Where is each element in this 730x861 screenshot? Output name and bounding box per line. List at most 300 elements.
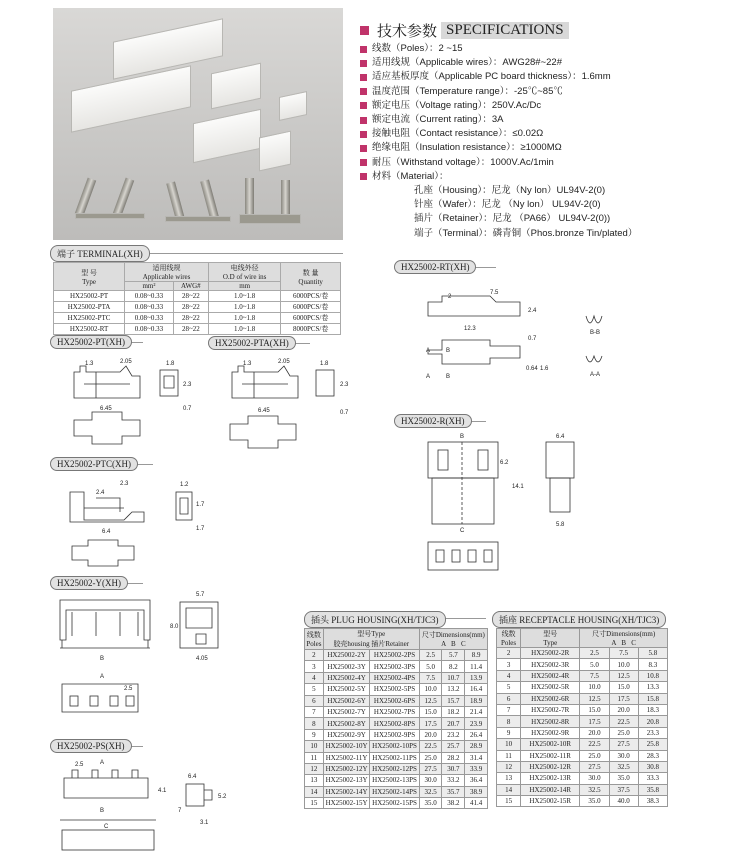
table-cell: 18.3 bbox=[638, 704, 667, 715]
th-poles: 线数 Poles bbox=[497, 629, 521, 648]
table-cell: 5.8 bbox=[638, 648, 667, 659]
table-row bbox=[305, 695, 488, 706]
table-cell: 6 bbox=[305, 695, 324, 706]
table-row bbox=[305, 763, 488, 774]
spec-item: 耐压（Withstand voltage）：1000V.Ac/1min bbox=[360, 156, 637, 170]
spec-item: 材料（Material）： bbox=[360, 170, 637, 184]
table-cell: HX25002-8Y bbox=[323, 718, 370, 729]
spec-title-en: SPECIFICATIONS bbox=[441, 22, 569, 39]
table-cell: HX25002-6PS bbox=[370, 695, 419, 706]
spec-item: 适应基板厚度（Applicable PC board thickness）：1.6mm bbox=[360, 70, 637, 84]
table-cell: 30.0 bbox=[419, 775, 442, 786]
th-mm2: mm² bbox=[125, 282, 174, 291]
table-row bbox=[497, 704, 668, 715]
table-row bbox=[497, 670, 668, 681]
pta-dim: 0.7 bbox=[340, 410, 349, 416]
table-cell: 5.0 bbox=[419, 661, 442, 672]
table-cell: HX25002-5Y bbox=[323, 684, 370, 695]
table-cell: 0.08~0.33 bbox=[125, 302, 174, 313]
material-item: 插片（Retainer）：尼龙 （PA66） UL94V-2(0)) bbox=[414, 213, 611, 225]
table-cell: HX25002-15Y bbox=[323, 798, 370, 809]
table-cell: 17.5 bbox=[609, 693, 638, 704]
table-cell: HX25002-3R bbox=[521, 659, 580, 670]
table-cell: 8 bbox=[305, 718, 324, 729]
table-cell: HX25002-6Y bbox=[323, 695, 370, 706]
table-cell: 38.3 bbox=[638, 796, 667, 807]
spec-item: 额定电流（Current rating）：3A bbox=[360, 113, 637, 127]
table-cell: 15.8 bbox=[638, 693, 667, 704]
table-cell: 28.2 bbox=[442, 752, 465, 763]
y-dim: B bbox=[100, 656, 105, 662]
r-dim: C bbox=[460, 528, 465, 534]
th-od: 电线外径 O.D of wire ins bbox=[208, 263, 280, 282]
y-dim: 4.05 bbox=[196, 656, 208, 662]
th-mm: mm bbox=[208, 282, 280, 291]
rt-dim: 2.4 bbox=[528, 308, 537, 314]
table-cell: HX25002-13PS bbox=[370, 775, 419, 786]
table-cell: HX25002-15PS bbox=[370, 798, 419, 809]
rt-drawing bbox=[426, 290, 602, 380]
table-cell: 23.2 bbox=[442, 729, 465, 740]
th-qty: 数 量 Quantity bbox=[281, 263, 341, 291]
table-row bbox=[305, 650, 488, 661]
ps-dim: 5.2 bbox=[218, 794, 227, 800]
table-cell: 31.4 bbox=[465, 752, 488, 763]
table-row bbox=[305, 684, 488, 695]
table-cell: 10.0 bbox=[580, 682, 609, 693]
table-cell: 13.2 bbox=[442, 684, 465, 695]
rt-dim: B-B bbox=[590, 330, 601, 336]
table-cell: HX25002-8PS bbox=[370, 718, 419, 729]
table-row bbox=[497, 796, 668, 807]
table-cell: HX25002-9Y bbox=[323, 729, 370, 740]
rt-dim: 0.7 bbox=[528, 336, 537, 342]
table-cell: 12 bbox=[305, 763, 324, 774]
ps-dim: 3.1 bbox=[200, 820, 209, 826]
table-cell: 7.5 bbox=[419, 672, 442, 683]
table-cell: 14 bbox=[497, 784, 521, 795]
table-cell: 35.8 bbox=[638, 784, 667, 795]
r-dim: B bbox=[460, 434, 465, 440]
table-cell: HX25002-2R bbox=[521, 648, 580, 659]
table-cell: 11 bbox=[305, 752, 324, 763]
receptacle-housing-table bbox=[496, 628, 668, 807]
ps-dim: A bbox=[100, 760, 105, 766]
table-cell: 6000PCS/卷 bbox=[281, 313, 341, 324]
table-cell: 23.9 bbox=[465, 718, 488, 729]
table-row bbox=[305, 741, 488, 752]
table-cell: 12.5 bbox=[609, 670, 638, 681]
table-cell: 6 bbox=[497, 693, 521, 704]
table-cell: 10.0 bbox=[419, 684, 442, 695]
table-cell: 9 bbox=[305, 729, 324, 740]
table-cell: 33.3 bbox=[638, 773, 667, 784]
table-cell: 14 bbox=[305, 786, 324, 797]
ps-dim: B bbox=[100, 808, 105, 814]
pt-drawing bbox=[74, 359, 192, 444]
table-cell: 2.5 bbox=[580, 648, 609, 659]
r-drawing bbox=[428, 434, 574, 570]
table-cell: 16.4 bbox=[465, 684, 488, 695]
spec-item: 温度范围（Temperature range）：-25℃~85℃ bbox=[360, 85, 637, 99]
table-cell: HX25002-5R bbox=[521, 682, 580, 693]
table-cell: 25.0 bbox=[580, 750, 609, 761]
th-dims: 尺寸Dimensions(mm) A B C bbox=[419, 629, 487, 650]
rt-dim: A bbox=[426, 348, 431, 354]
spec-item: 绝缘电阻（Insulation resistance）：≥1000MΩ bbox=[360, 141, 637, 155]
table-cell: HX25002-12PS bbox=[370, 763, 419, 774]
table-cell: 26.4 bbox=[465, 729, 488, 740]
table-cell: 32.5 bbox=[609, 761, 638, 772]
table-cell: 12 bbox=[497, 761, 521, 772]
table-cell: 15.0 bbox=[580, 704, 609, 715]
table-cell: HX25002-4PS bbox=[370, 672, 419, 683]
table-cell: 0.08~0.33 bbox=[125, 291, 174, 302]
table-cell: 13 bbox=[305, 775, 324, 786]
table-cell: 35.0 bbox=[580, 796, 609, 807]
ps-dim: 6.4 bbox=[188, 774, 197, 780]
table-cell: 30.0 bbox=[580, 773, 609, 784]
pta-dim: 6.45 bbox=[258, 408, 270, 414]
table-cell: 22.5 bbox=[609, 716, 638, 727]
table-cell: 25.8 bbox=[638, 739, 667, 750]
table-row bbox=[497, 739, 668, 750]
table-cell: 36.4 bbox=[465, 775, 488, 786]
table-cell: 25.0 bbox=[609, 727, 638, 738]
th-dims: 尺寸Dimensions(mm) A B C bbox=[580, 629, 668, 648]
table-cell: 11 bbox=[497, 750, 521, 761]
table-cell: HX25002-4R bbox=[521, 670, 580, 681]
table-cell: 1.0~1.8 bbox=[208, 324, 280, 335]
table-cell: HX25002-13Y bbox=[323, 775, 370, 786]
table-cell: 13 bbox=[497, 773, 521, 784]
pt-dim: 0.7 bbox=[183, 406, 192, 412]
table-cell: HX25002-8R bbox=[521, 716, 580, 727]
y-dim: 8.0 bbox=[170, 624, 179, 630]
table-cell: HX25002-PTC bbox=[54, 313, 125, 324]
table-cell: 2.5 bbox=[419, 650, 442, 661]
ptc-dim: 2.3 bbox=[120, 481, 129, 487]
pta-dim: 1.3 bbox=[243, 361, 252, 367]
pt-dim: 6.45 bbox=[100, 406, 112, 412]
table-row bbox=[305, 786, 488, 797]
table-cell: HX25002-9R bbox=[521, 727, 580, 738]
table-cell: 7 bbox=[497, 704, 521, 715]
table-cell: 18.2 bbox=[442, 706, 465, 717]
table-cell: 1.0~1.8 bbox=[208, 302, 280, 313]
table-cell: 27.5 bbox=[419, 763, 442, 774]
rt-dim: A-A bbox=[590, 372, 601, 378]
pt-dim: 2.3 bbox=[183, 382, 192, 388]
th-type: 型 号 Type bbox=[54, 263, 125, 291]
table-cell: 13.3 bbox=[638, 682, 667, 693]
table-row bbox=[497, 750, 668, 761]
table-cell: HX25002-2PS bbox=[370, 650, 419, 661]
rt-section-label: HX25002-RT(XH) bbox=[394, 260, 476, 274]
table-cell: HX25002-11R bbox=[521, 750, 580, 761]
table-cell: 8.3 bbox=[638, 659, 667, 670]
table-cell: 5.7 bbox=[442, 650, 465, 661]
receptacle-section-label: 插座 RECEPTACLE HOUSING(XH/TJC3) bbox=[492, 611, 666, 628]
table-cell: HX25002-3PS bbox=[370, 661, 419, 672]
rt-dim: A bbox=[426, 374, 431, 380]
table-cell: HX25002-PT bbox=[54, 291, 125, 302]
pta-drawing bbox=[230, 359, 349, 448]
ps-dim: 7 bbox=[178, 808, 182, 814]
table-cell: 4 bbox=[305, 672, 324, 683]
r-dim: 14.1 bbox=[512, 484, 524, 490]
material-item: 端子（Terminal）：磷青铜（Phos.bronze Tin/plated） bbox=[414, 227, 638, 239]
table-row bbox=[497, 773, 668, 784]
y-dim: A bbox=[100, 674, 105, 680]
table-cell: HX25002-15R bbox=[521, 796, 580, 807]
material-item: 针座（Wafer）：尼龙 （Ny lon） UL94V-2(0) bbox=[414, 199, 601, 211]
table-cell: 13.9 bbox=[465, 672, 488, 683]
table-cell: HX25002-10PS bbox=[370, 741, 419, 752]
table-cell: HX25002-PTA bbox=[54, 302, 125, 313]
spec-title-cn: 技术参数 bbox=[377, 23, 438, 40]
table-cell: 28~22 bbox=[173, 302, 208, 313]
table-cell: 1.0~1.8 bbox=[208, 291, 280, 302]
table-cell: HX25002-9PS bbox=[370, 729, 419, 740]
table-cell: 18.9 bbox=[465, 695, 488, 706]
table-cell: HX25002-10Y bbox=[323, 741, 370, 752]
ps-dim: 4.1 bbox=[158, 788, 167, 794]
table-cell: 38.9 bbox=[465, 786, 488, 797]
table-cell: HX25002-RT bbox=[54, 324, 125, 335]
y-section-label: HX25002-Y(XH) bbox=[50, 576, 128, 590]
table-cell: 2 bbox=[305, 650, 324, 661]
y-drawing bbox=[60, 592, 218, 712]
table-cell: HX25002-14R bbox=[521, 784, 580, 795]
table-row bbox=[305, 706, 488, 717]
table-cell: HX25002-7Y bbox=[323, 706, 370, 717]
rt-dim: 12.3 bbox=[464, 326, 476, 332]
table-cell: 5.0 bbox=[580, 659, 609, 670]
table-cell: 17.5 bbox=[419, 718, 442, 729]
table-cell: 8000PCS/卷 bbox=[281, 324, 341, 335]
ps-section-label: HX25002-PS(XH) bbox=[50, 739, 132, 753]
r-section-label: HX25002-R(XH) bbox=[394, 414, 472, 428]
table-cell: 3 bbox=[497, 659, 521, 670]
ptc-drawing bbox=[70, 481, 205, 566]
table-cell: 30.8 bbox=[638, 761, 667, 772]
table-cell: HX25002-14PS bbox=[370, 786, 419, 797]
table-cell: 3 bbox=[305, 661, 324, 672]
ps-drawing bbox=[60, 760, 227, 850]
pt-dim: 2.05 bbox=[120, 359, 132, 365]
rt-dim: B bbox=[446, 348, 451, 354]
plug-housing-table bbox=[304, 628, 488, 809]
table-cell: 7.5 bbox=[580, 670, 609, 681]
table-cell: 28.9 bbox=[465, 741, 488, 752]
table-cell: 32.5 bbox=[419, 786, 442, 797]
table-cell: 30.0 bbox=[609, 750, 638, 761]
table-cell: HX25002-13R bbox=[521, 773, 580, 784]
y-dim: 5.7 bbox=[196, 592, 205, 598]
ps-dim: C bbox=[104, 824, 109, 830]
table-cell: 23.3 bbox=[638, 727, 667, 738]
table-cell: 40.0 bbox=[609, 796, 638, 807]
th-poles: 线数 Poles bbox=[305, 629, 324, 650]
table-cell: 38.2 bbox=[442, 798, 465, 809]
table-cell: 10.8 bbox=[638, 670, 667, 681]
table-row bbox=[497, 727, 668, 738]
ptc-dim: 6.4 bbox=[102, 529, 111, 535]
rt-dim: 7.5 bbox=[490, 290, 499, 296]
th-wires: 适用线规 Applicable wires bbox=[125, 263, 209, 282]
table-cell: 15 bbox=[497, 796, 521, 807]
table-cell: HX25002-4Y bbox=[323, 672, 370, 683]
table-cell: 5 bbox=[497, 682, 521, 693]
table-cell: HX25002-11Y bbox=[323, 752, 370, 763]
table-cell: HX25002-7R bbox=[521, 704, 580, 715]
material-item: 孔座（Housing）：尼龙（Ny lon）UL94V-2(0) bbox=[414, 185, 606, 197]
table-cell: 7.5 bbox=[609, 648, 638, 659]
table-cell: HX25002-11PS bbox=[370, 752, 419, 763]
terminal-section-label: 端子 TERMINAL(XH) bbox=[50, 245, 150, 262]
table-cell: 15 bbox=[305, 798, 324, 809]
table-cell: HX25002-7PS bbox=[370, 706, 419, 717]
spec-item: 适用线规（Applicable wires）：AWG28#~22# bbox=[360, 56, 637, 70]
ptc-dim: 1.2 bbox=[180, 482, 189, 488]
table-cell: 41.4 bbox=[465, 798, 488, 809]
th-type: 型号Type 胶壳housing 插片Retainer bbox=[323, 629, 419, 650]
table-cell: 33.9 bbox=[465, 763, 488, 774]
table-cell: 6000PCS/卷 bbox=[281, 302, 341, 313]
table-cell: 17.5 bbox=[580, 716, 609, 727]
spec-item: 线数（Poles）：2 ~15 bbox=[360, 42, 637, 56]
spec-item: 接触电阻（Contact resistance）：≤0.02Ω bbox=[360, 127, 637, 141]
r-dim: 5.8 bbox=[556, 522, 565, 528]
ptc-dim: 2.4 bbox=[96, 490, 105, 496]
pta-dim: 2.3 bbox=[340, 382, 349, 388]
table-cell: 10 bbox=[497, 739, 521, 750]
table-cell: 25.0 bbox=[419, 752, 442, 763]
th-type: 型号 Type bbox=[521, 629, 580, 648]
table-cell: 33.2 bbox=[442, 775, 465, 786]
table-row bbox=[497, 659, 668, 670]
table-cell: HX25002-2Y bbox=[323, 650, 370, 661]
table-cell: 15.0 bbox=[419, 706, 442, 717]
r-dim: 6.2 bbox=[500, 460, 509, 466]
table-cell: 5 bbox=[305, 684, 324, 695]
table-cell: 2 bbox=[497, 648, 521, 659]
table-cell: 8.9 bbox=[465, 650, 488, 661]
rt-dim: 0.64 bbox=[526, 366, 538, 372]
table-cell: 27.5 bbox=[609, 739, 638, 750]
table-cell: 20.0 bbox=[580, 727, 609, 738]
table-cell: 4 bbox=[497, 670, 521, 681]
table-cell: 21.4 bbox=[465, 706, 488, 717]
table-cell: 20.0 bbox=[609, 704, 638, 715]
rt-dim: 1.6 bbox=[540, 366, 549, 372]
table-cell: 27.5 bbox=[580, 761, 609, 772]
table-cell: 12.5 bbox=[580, 693, 609, 704]
table-cell: 12.5 bbox=[419, 695, 442, 706]
table-row bbox=[305, 729, 488, 740]
rt-dim: B bbox=[446, 374, 451, 380]
table-cell: 10.0 bbox=[609, 659, 638, 670]
rt-dim: 2 bbox=[448, 294, 452, 300]
table-row bbox=[305, 798, 488, 809]
table-cell: 32.5 bbox=[580, 784, 609, 795]
table-cell: 15.0 bbox=[609, 682, 638, 693]
y-dim: 2.5 bbox=[124, 686, 133, 692]
ps-dim: 2.5 bbox=[75, 762, 84, 768]
table-cell: 0.08~0.33 bbox=[125, 324, 174, 335]
table-row bbox=[305, 718, 488, 729]
spec-item: 额定电压（Voltage rating）：250V.Ac/Dc bbox=[360, 99, 637, 113]
table-cell: HX25002-14Y bbox=[323, 786, 370, 797]
table-cell: 11.4 bbox=[465, 661, 488, 672]
table-row bbox=[305, 775, 488, 786]
table-cell: 35.0 bbox=[609, 773, 638, 784]
pt-dim: 1.3 bbox=[85, 361, 94, 367]
table-cell: 28.3 bbox=[638, 750, 667, 761]
table-cell: 35.0 bbox=[419, 798, 442, 809]
table-cell: HX25002-12R bbox=[521, 761, 580, 772]
table-cell: 28~22 bbox=[173, 324, 208, 335]
table-cell: 20.0 bbox=[419, 729, 442, 740]
table-cell: 10.7 bbox=[442, 672, 465, 683]
table-cell: 28~22 bbox=[173, 313, 208, 324]
table-cell: 1.0~1.8 bbox=[208, 313, 280, 324]
th-awg: AWG# bbox=[173, 282, 208, 291]
table-cell: 9 bbox=[497, 727, 521, 738]
pta-dim: 1.8 bbox=[320, 361, 329, 367]
pta-section-label: HX25002-PTA(XH) bbox=[208, 336, 296, 350]
ptc-dim: 1.7 bbox=[196, 526, 205, 532]
table-row bbox=[305, 672, 488, 683]
table-row bbox=[497, 682, 668, 693]
table-cell: 20.7 bbox=[442, 718, 465, 729]
table-cell: HX25002-6R bbox=[521, 693, 580, 704]
r-dim: 6.4 bbox=[556, 434, 565, 440]
table-cell: 30.7 bbox=[442, 763, 465, 774]
table-cell: HX25002-12Y bbox=[323, 763, 370, 774]
table-row bbox=[497, 648, 668, 659]
table-cell: 22.5 bbox=[419, 741, 442, 752]
table-cell: 35.7 bbox=[442, 786, 465, 797]
table-row bbox=[497, 784, 668, 795]
table-cell: 7 bbox=[305, 706, 324, 717]
table-row bbox=[497, 693, 668, 704]
table-cell: 10 bbox=[305, 741, 324, 752]
table-cell: 22.5 bbox=[580, 739, 609, 750]
ptc-section-label: HX25002-PTC(XH) bbox=[50, 457, 138, 471]
table-cell: 8.2 bbox=[442, 661, 465, 672]
table-row bbox=[497, 716, 668, 727]
table-row bbox=[305, 752, 488, 763]
table-cell: HX25002-5PS bbox=[370, 684, 419, 695]
table-cell: 20.8 bbox=[638, 716, 667, 727]
table-cell: 6000PCS/卷 bbox=[281, 291, 341, 302]
pt-dim: 1.8 bbox=[166, 361, 175, 367]
table-cell: HX25002-3Y bbox=[323, 661, 370, 672]
table-cell: 28~22 bbox=[173, 291, 208, 302]
pt-section-label: HX25002-PT(XH) bbox=[50, 335, 132, 349]
table-cell: 8 bbox=[497, 716, 521, 727]
ptc-dim: 1.7 bbox=[196, 502, 205, 508]
table-row bbox=[305, 661, 488, 672]
table-row bbox=[497, 761, 668, 772]
pta-dim: 2.05 bbox=[278, 359, 290, 365]
plug-section-label: 插头 PLUG HOUSING(XH/TJC3) bbox=[304, 611, 446, 628]
table-cell: HX25002-10R bbox=[521, 739, 580, 750]
table-cell: 25.7 bbox=[442, 741, 465, 752]
table-cell: 15.7 bbox=[442, 695, 465, 706]
